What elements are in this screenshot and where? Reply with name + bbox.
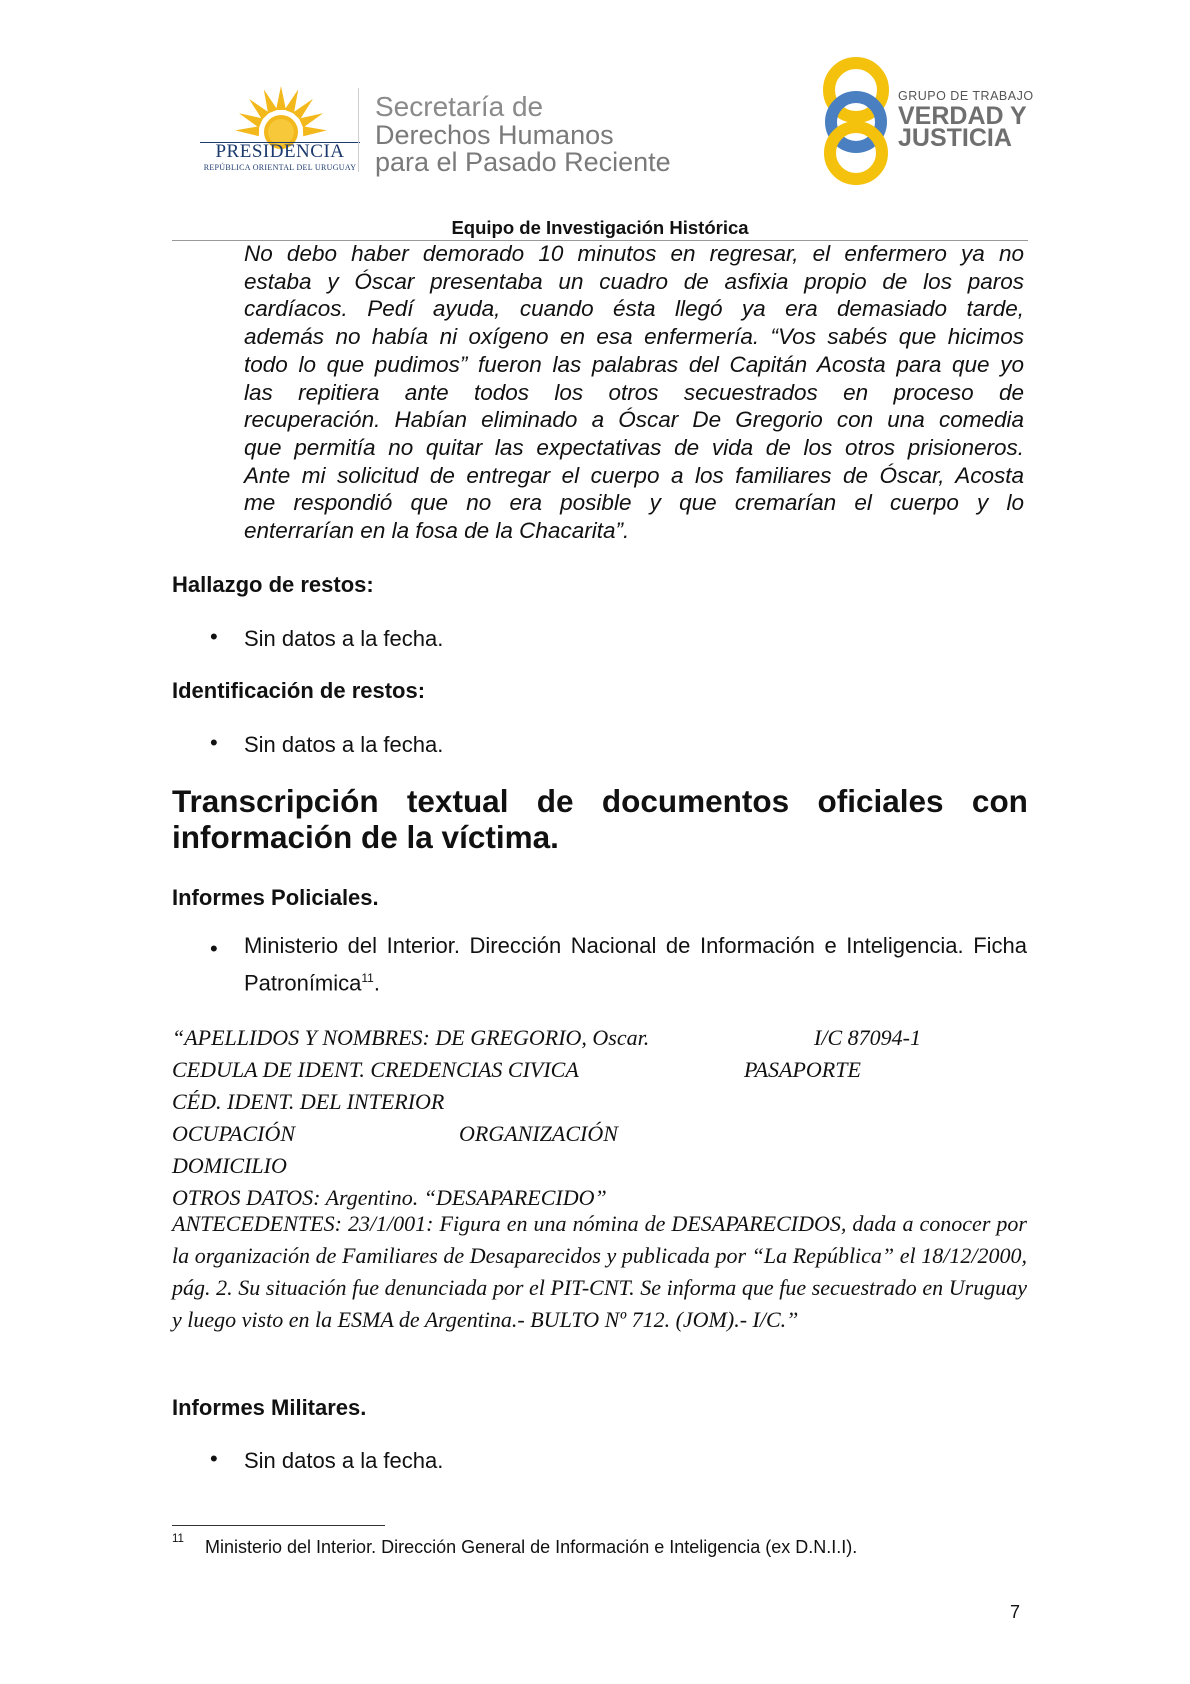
title-word: documentos: [601, 783, 790, 819]
unit-title: Equipo de Investigación Histórica: [451, 217, 749, 238]
quote-line: además no había ni oxígeno en esa enfermería. “Vos sabés que hicimos: [244, 324, 1024, 350]
militares-heading: Informes Militares.: [172, 1395, 367, 1420]
transcription-cedula: CEDULA DE IDENT. CREDENCIAS CIVICA: [172, 1057, 579, 1082]
quote-line: estaba y Óscar presentaba un cuadro de asfixia propio de los paros: [244, 268, 1024, 294]
transcription-organizacion: ORGANIZACIÓN: [459, 1121, 618, 1146]
bullet: •: [210, 1446, 218, 1471]
bullet: •: [210, 730, 218, 755]
title-word: textual: [406, 783, 509, 819]
policiales-heading: Informes Policiales.: [172, 885, 379, 910]
hallazgo-heading: Hallazgo de restos:: [172, 572, 374, 597]
transcription-apellidos: “APELLIDOS Y NOMBRES: DE GREGORIO, Oscar.: [172, 1025, 650, 1050]
footnote-number: 11: [172, 1533, 184, 1545]
section-title: [172, 783, 1028, 855]
militares-item: Sin datos a la fecha.: [244, 1448, 444, 1473]
quote-line: que permitía no quitar las expectativas de vida de los otros prisioneros.: [244, 434, 1024, 460]
quote-line: Ante mi solicitud de entregar el cuerpo a los familiares de Óscar, Acosta: [244, 462, 1024, 488]
hallazgo-item: Sin datos a la fecha.: [244, 626, 444, 651]
section-title-line-2: información de la víctima.: [172, 819, 559, 855]
transcription-domicilio: DOMICILIO: [172, 1153, 287, 1178]
grupo-line-2: VERDAD Y: [898, 102, 1027, 130]
policiales-item-text: Ministerio del Interior. Dirección Nacional de Información e Inteligencia. Ficha Patronímica: [244, 933, 1027, 996]
header-divider: [358, 88, 359, 172]
quote-line: las repitiera ante todos los otros secuestrados en proceso de: [244, 379, 1024, 405]
title-word: Transcripción: [172, 783, 379, 819]
quote-line: enterrarían en la fosa de la Chacarita”.: [244, 518, 630, 544]
title-word: de: [536, 783, 574, 819]
transcription-antecedentes: ANTECEDENTES: 23/1/001: Figura en una nómina de DESAPARECIDOS, dada a conocer por la organización de Familiares de Desaparecidos y publicada por “La República” el 18/12/2000, pág. 2. Su situación fue denunciada por el PIT-CNT. Se informa que fue secuestrado en Uruguay y luego visto en la ESMA de Argentina.- BULTO Nº 712. (JOM).- I/C.”: [172, 1211, 1027, 1332]
page-number: 7: [1010, 1602, 1021, 1622]
quote-line: todo lo que pudimos” fueron las palabras del Capitán Acosta para que yo: [244, 351, 1024, 377]
quote-line: me respondió que no era posible y que cremarían el cuerpo y lo: [244, 490, 1024, 516]
quote-line: cardíacos. Pedí ayuda, cuando ésta llegó ya era demasiado tarde,: [244, 296, 1024, 322]
bullet: •: [210, 936, 218, 961]
quote-line: recuperación. Habían eliminado a Óscar De Gregorio con una comedia: [244, 407, 1024, 433]
transcription-ced-interior: CÉD. IDENT. DEL INTERIOR: [172, 1089, 445, 1114]
footnote-text: Ministerio del Interior. Dirección General de Información e Inteligencia (ex D.N.I.I).: [205, 1537, 858, 1557]
footnote-ref[interactable]: 11: [361, 971, 374, 985]
transcription-ic: I/C 87094-1: [814, 1025, 921, 1050]
grupo-line-1: GRUPO DE TRABAJO: [898, 89, 1034, 103]
quote-line: No debo haber demorado 10 minutos en regresar, el enfermero ya no: [244, 241, 1024, 266]
transcription-ocupacion: OCUPACIÓN: [172, 1121, 296, 1146]
section-title-line-1: [172, 783, 1028, 819]
footnote-rule: [172, 1525, 385, 1526]
policiales-item-period: .: [373, 970, 380, 996]
title-word: oficiales: [817, 783, 944, 819]
transcription-otros: OTROS DATOS: Argentino. “DESAPARECIDO”: [172, 1185, 607, 1210]
presidencia-title: PRESIDENCIA: [215, 141, 345, 162]
bullet: •: [210, 624, 218, 649]
secretaria-line-1: Secretaría de: [375, 91, 544, 122]
policiales-item: [244, 930, 1027, 999]
grupo-line-3: JUSTICIA: [898, 124, 1012, 152]
identificacion-heading: Identificación de restos:: [172, 678, 426, 703]
identificacion-item: Sin datos a la fecha.: [244, 732, 444, 757]
secretaria-line-3: para el Pasado Reciente: [375, 147, 671, 177]
testimony-quote: [244, 240, 1024, 545]
presidencia-subtitle: REPÚBLICA ORIENTAL DEL URUGUAY: [203, 163, 357, 172]
transcription-pasaporte: PASAPORTE: [744, 1057, 861, 1082]
secretaria-line-2: Derechos Humanos: [375, 120, 614, 150]
title-word: con: [971, 783, 1028, 819]
